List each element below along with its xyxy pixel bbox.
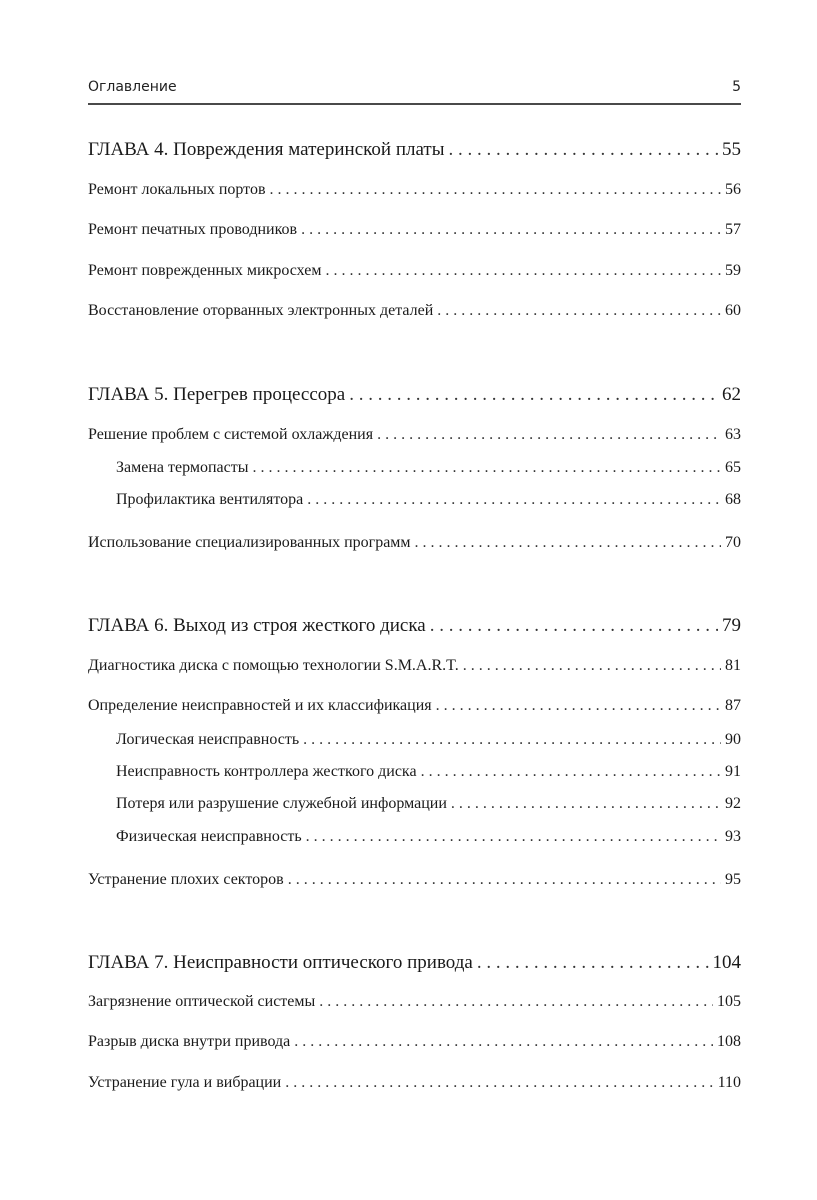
toc-entry-title: ГЛАВА 7. Неисправности оптического привода <box>88 952 473 973</box>
toc-entry-section[interactable] <box>88 302 741 320</box>
dot-leader <box>270 181 721 199</box>
toc-entry-section[interactable] <box>88 534 741 552</box>
toc-entry-title: Профилактика вентилятора <box>116 491 304 508</box>
toc-entry-sub[interactable] <box>116 795 741 813</box>
toc-entry-sub[interactable] <box>116 731 741 749</box>
toc-entry-page-number: 63 <box>725 426 741 443</box>
dot-leader <box>437 302 721 320</box>
toc-entry-page-number: 65 <box>725 459 741 476</box>
toc-entry-title: Определение неисправностей и их классификация <box>88 697 432 714</box>
toc-entry-page-number: 68 <box>725 491 741 508</box>
dot-leader <box>288 871 721 889</box>
toc-entry-title: Замена термопасты <box>116 459 249 476</box>
dot-leader <box>451 795 721 813</box>
toc-entry-title: Восстановление оторванных электронных деталей <box>88 302 434 319</box>
table-of-contents <box>88 0 741 1200</box>
toc-entry-page-number: 91 <box>725 763 741 780</box>
toc-entry-section[interactable] <box>88 426 741 444</box>
dot-leader <box>319 993 713 1011</box>
toc-entry-title: Логическая неисправность <box>116 731 300 748</box>
toc-entry-title: Физическая неисправность <box>116 828 302 845</box>
toc-entry-title: Разрыв диска внутри привода <box>88 1033 291 1050</box>
toc-entry-page-number: 70 <box>725 534 741 551</box>
dot-leader <box>430 615 718 637</box>
dot-leader <box>377 426 721 444</box>
toc-entry-page-number: 81 <box>725 657 741 674</box>
toc-entry-sub[interactable] <box>116 459 741 477</box>
dot-leader <box>463 657 721 675</box>
toc-entry-title: Неисправность контроллера жесткого диска <box>116 763 417 780</box>
toc-entry-title: ГЛАВА 4. Повреждения материнской платы <box>88 139 445 160</box>
dot-leader <box>285 1074 713 1092</box>
toc-entry-page-number: 55 <box>722 139 741 160</box>
toc-entry-title: Загрязнение оптической системы <box>88 993 316 1010</box>
dot-leader <box>421 763 721 781</box>
toc-entry-page-number: 105 <box>717 993 741 1010</box>
toc-entry-chapter[interactable] <box>88 952 741 974</box>
toc-entry-page-number: 110 <box>717 1074 741 1091</box>
toc-entry-title: Устранение гула и вибрации <box>88 1074 282 1091</box>
toc-entry-chapter[interactable] <box>88 139 741 161</box>
dot-leader <box>307 491 721 509</box>
dot-leader <box>325 262 721 280</box>
toc-entry-page-number: 62 <box>722 384 741 405</box>
dot-leader <box>301 221 721 239</box>
toc-entry-sub[interactable] <box>116 763 741 781</box>
toc-entry-page-number: 60 <box>725 302 741 319</box>
toc-entry-page-number: 108 <box>717 1033 741 1050</box>
toc-entry-page-number: 90 <box>725 731 741 748</box>
dot-leader <box>294 1033 713 1051</box>
toc-entry-sub[interactable] <box>116 828 741 846</box>
toc-entry-title: Ремонт печатных проводников <box>88 221 298 238</box>
toc-entry-section[interactable] <box>88 697 741 715</box>
toc-entry-section[interactable] <box>88 262 741 280</box>
toc-entry-title: Потеря или разрушение служебной информации <box>116 795 447 812</box>
toc-entry-page-number: 95 <box>725 871 741 888</box>
toc-entry-title: ГЛАВА 6. Выход из строя жесткого диска <box>88 615 426 636</box>
toc-entry-page-number: 93 <box>725 828 741 845</box>
dot-leader <box>349 384 718 406</box>
toc-entry-section[interactable] <box>88 1074 741 1092</box>
toc-entry-title: Ремонт локальных портов <box>88 181 266 198</box>
dot-leader <box>477 952 709 974</box>
toc-entry-page-number: 56 <box>725 181 741 198</box>
toc-entry-page-number: 79 <box>722 615 741 636</box>
header-page-number: 5 <box>732 79 741 95</box>
toc-entry-title: ГЛАВА 5. Перегрев процессора <box>88 384 346 405</box>
toc-entry-section[interactable] <box>88 221 741 239</box>
dot-leader <box>415 534 721 552</box>
toc-entry-page-number: 57 <box>725 221 741 238</box>
toc-entry-sub[interactable] <box>116 491 741 509</box>
toc-entry-page-number: 59 <box>725 262 741 279</box>
toc-entry-title: Использование специализированных программ <box>88 534 411 551</box>
toc-entry-section[interactable] <box>88 181 741 199</box>
dot-leader <box>253 459 722 477</box>
toc-entry-section[interactable] <box>88 657 741 675</box>
dot-leader <box>306 828 721 846</box>
toc-entry-page-number: 92 <box>725 795 741 812</box>
toc-entry-title: Устранение плохих секторов <box>88 871 284 888</box>
toc-entry-title: Диагностика диска с помощью технологии S.M.A.R.T. <box>88 657 459 674</box>
dot-leader <box>436 697 721 715</box>
toc-entry-page-number: 87 <box>725 697 741 714</box>
dot-leader <box>303 731 721 749</box>
toc-entry-chapter[interactable] <box>88 384 741 406</box>
toc-entry-page-number: 104 <box>712 952 741 973</box>
toc-entry-section[interactable] <box>88 1033 741 1051</box>
header-title: Оглавление <box>88 79 177 95</box>
toc-entry-section[interactable] <box>88 871 741 889</box>
dot-leader <box>448 139 718 161</box>
toc-entry-section[interactable] <box>88 993 741 1011</box>
toc-entry-chapter[interactable] <box>88 615 741 637</box>
toc-entry-title: Ремонт поврежденных микросхем <box>88 262 322 279</box>
toc-entry-title: Решение проблем с системой охлаждения <box>88 426 374 443</box>
